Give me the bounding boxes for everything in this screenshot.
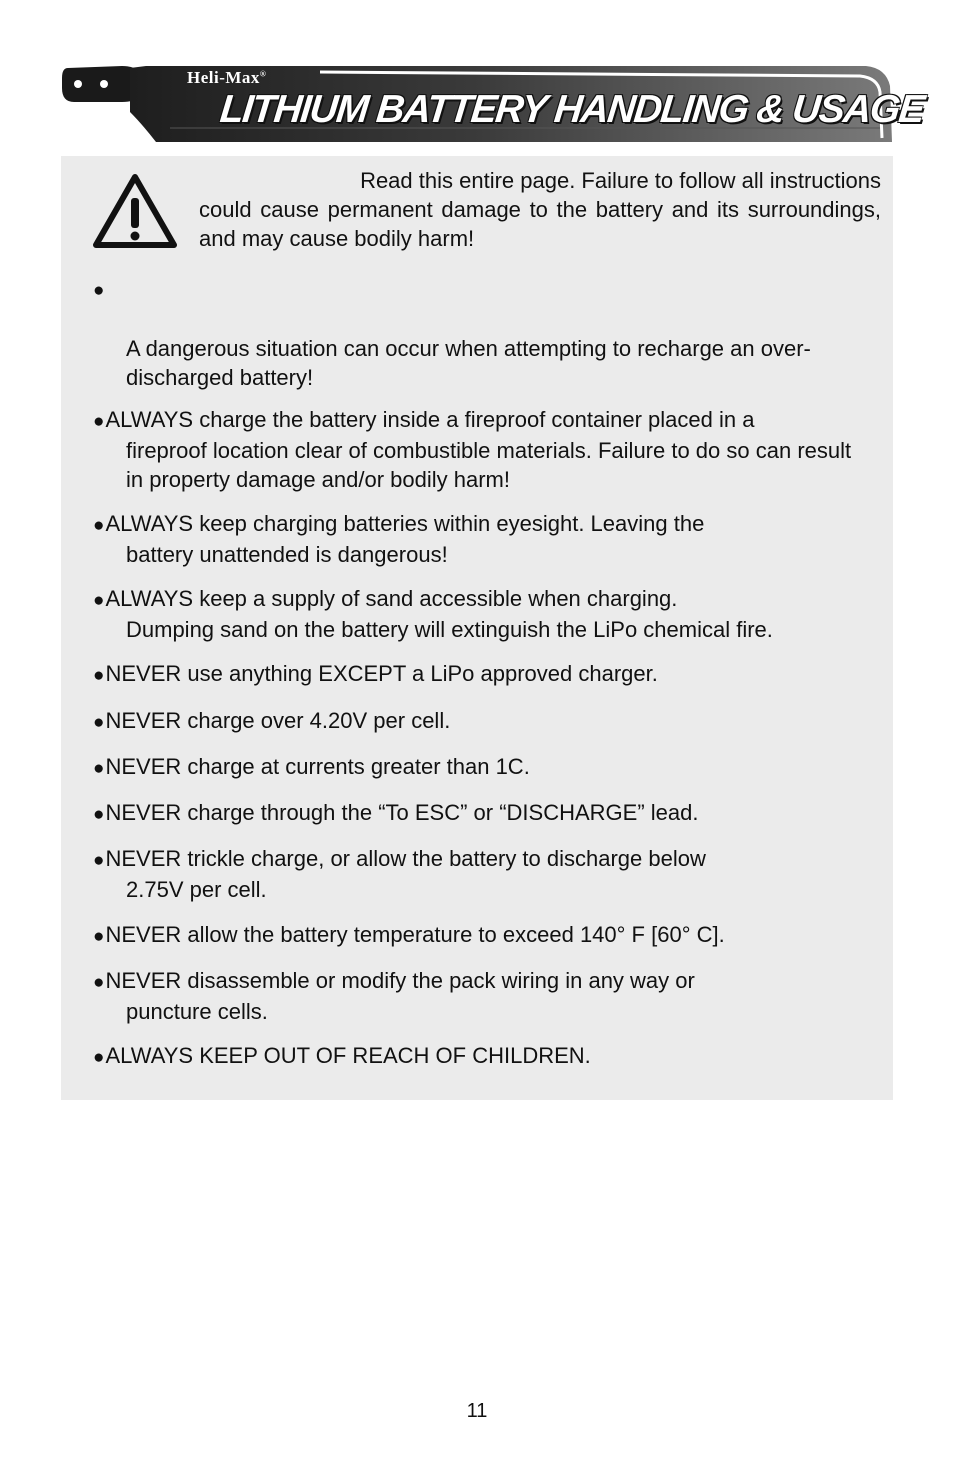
brand-registered-mark: ® bbox=[259, 69, 267, 79]
bullet-icon: ● bbox=[93, 926, 106, 947]
list-item-continuation: puncture cells. bbox=[126, 999, 268, 1024]
header-banner bbox=[60, 62, 926, 146]
list-item-first-line bbox=[93, 274, 853, 305]
list-item bbox=[93, 798, 853, 829]
list-item-continuation: fireproof location clear of combustible materials. Failure to do so can result in property damage and/or bodily harm! bbox=[126, 438, 852, 492]
list-item-first-line: ●NEVER trickle charge, or allow the battery to discharge below bbox=[93, 846, 706, 871]
page-number: 11 bbox=[466, 1400, 488, 1422]
list-item-first-line: ●ALWAYS KEEP OUT OF REACH OF CHILDREN. bbox=[93, 1043, 591, 1068]
list-item-continuation: battery unattended is dangerous! bbox=[126, 542, 448, 567]
list-item-first-line: ●ALWAYS charge the battery inside a fireproof container placed in a bbox=[93, 407, 755, 432]
list-item bbox=[93, 966, 853, 1026]
bullet-icon: ● bbox=[93, 411, 106, 432]
list-item bbox=[93, 1041, 853, 1072]
bullet-icon: ● bbox=[93, 515, 106, 536]
bullet-icon: ● bbox=[93, 590, 106, 611]
list-item bbox=[93, 920, 853, 951]
list-item bbox=[93, 274, 853, 392]
list-item bbox=[93, 659, 853, 690]
intro-line-1: Read this entire page. Failure to follow all instructions bbox=[360, 168, 881, 193]
list-item bbox=[93, 706, 853, 737]
bullet-icon: ● bbox=[93, 972, 106, 993]
list-item-first-line: ●NEVER allow the battery temperature to exceed 140° F [60° C]. bbox=[93, 922, 725, 947]
warning-triangle-icon bbox=[92, 172, 178, 250]
bullet-icon: ● bbox=[93, 665, 106, 686]
list-item-continuation: 2.75V per cell. bbox=[126, 877, 267, 902]
bullet-icon: ● bbox=[93, 850, 106, 871]
bullet-icon: ● bbox=[93, 712, 106, 733]
list-item bbox=[93, 844, 853, 904]
list-item bbox=[93, 752, 853, 783]
bullet-icon: ● bbox=[93, 758, 106, 779]
page-title: LITHIUM BATTERY HANDLING & USAGE bbox=[218, 88, 926, 131]
list-item bbox=[93, 405, 853, 494]
warning-panel bbox=[61, 156, 893, 1100]
list-item-first-line: ●NEVER charge over 4.20V per cell. bbox=[93, 708, 451, 733]
intro-line-2: could cause permanent damage to the battery and its surroundings, and may cause bodily harm! bbox=[199, 197, 881, 251]
intro-warning-text bbox=[199, 166, 881, 253]
bullet-icon: ● bbox=[93, 1047, 106, 1068]
list-item-continuation: A dangerous situation can occur when attempting to recharge an over-discharged battery! bbox=[126, 336, 811, 390]
bullet-icon: ● bbox=[93, 280, 106, 301]
list-item-first-line: ●NEVER use anything EXCEPT a LiPo approved charger. bbox=[93, 661, 658, 686]
list-item bbox=[93, 584, 853, 644]
list-item-first-line: ●ALWAYS keep charging batteries within eyesight. Leaving the bbox=[93, 511, 705, 536]
list-item-first-line: ●NEVER charge through the “To ESC” or “DISCHARGE” lead. bbox=[93, 800, 699, 825]
brand-logo bbox=[187, 68, 266, 88]
bullet-icon: ● bbox=[93, 804, 106, 825]
list-item-continuation: Dumping sand on the battery will extinguish the LiPo chemical fire. bbox=[126, 617, 773, 642]
list-item-first-line: ●NEVER charge at currents greater than 1C. bbox=[93, 754, 530, 779]
list-item bbox=[93, 509, 853, 569]
list-item-first-line: ●ALWAYS keep a supply of sand accessible when charging. bbox=[93, 586, 678, 611]
brand-name: Heli-Max bbox=[187, 68, 260, 87]
list-item-first-line: ●NEVER disassemble or modify the pack wiring in any way or bbox=[93, 968, 695, 993]
